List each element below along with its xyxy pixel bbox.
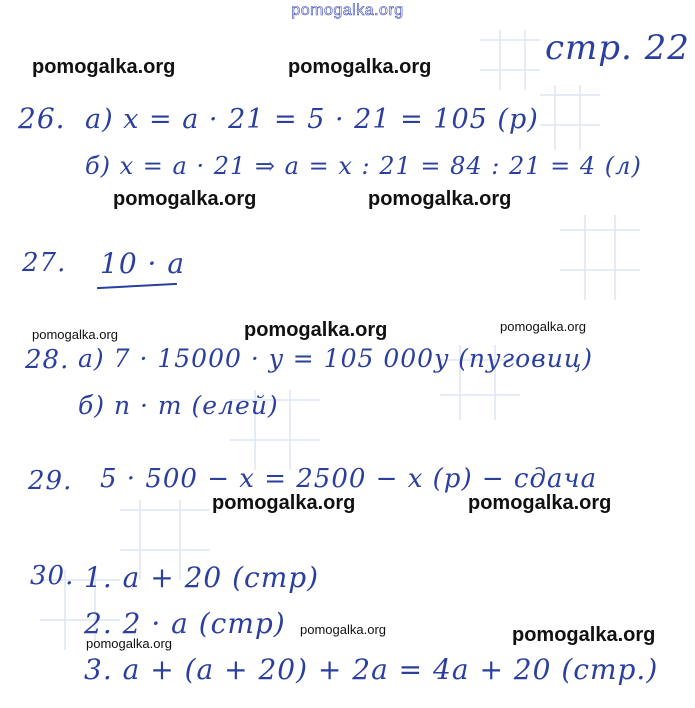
task-28-b: б) n · m (елей) xyxy=(78,391,279,420)
watermark: pomogalka.org xyxy=(500,319,586,334)
task-30-line-1: 1. a + 20 (стр) xyxy=(84,561,320,594)
watermark: pomogalka.org xyxy=(86,636,172,651)
task-29-line: 5 · 500 − x = 2500 − x (р) − сдача xyxy=(100,464,598,494)
watermark: pomogalka.org xyxy=(512,624,656,646)
task-30-number: 30. xyxy=(30,561,75,591)
watermark: pomogalka.org xyxy=(244,319,388,341)
watermark: pomogalka.org xyxy=(113,188,257,210)
task-27-answer: 10 · a xyxy=(100,247,186,280)
task-30-line-3: 3. a + (a + 20) + 2a = 4a + 20 (стр.) xyxy=(84,653,659,686)
task-29-number: 29. xyxy=(28,466,73,496)
task-28-number: 28. xyxy=(25,345,70,375)
task-26-a: а) x = a · 21 = 5 · 21 = 105 (р) xyxy=(85,104,539,135)
task-30-line-2: 2. 2 · a (стр) xyxy=(84,607,286,640)
watermark: pomogalka.org xyxy=(32,56,176,78)
task-27-underline xyxy=(97,283,177,289)
watermark: pomogalka.org xyxy=(468,492,612,514)
task-28-a: а) 7 · 15000 · y = 105 000y (пуговиц) xyxy=(78,344,594,373)
task-26-number: 26. xyxy=(18,102,66,135)
watermark: pomogalka.org xyxy=(32,327,118,342)
site-banner[interactable]: pomogalka.org xyxy=(291,2,404,19)
watermark: pomogalka.org xyxy=(212,492,356,514)
task-26-b: б) x = a · 21 ⇒ a = x : 21 = 84 : 21 = 4 (л) xyxy=(85,152,642,180)
watermark: pomogalka.org xyxy=(368,188,512,210)
page-label: стр. 22 xyxy=(545,28,690,68)
watermark: pomogalka.org xyxy=(300,622,386,637)
task-27-number: 27. xyxy=(22,248,67,278)
watermark: pomogalka.org xyxy=(288,56,432,78)
